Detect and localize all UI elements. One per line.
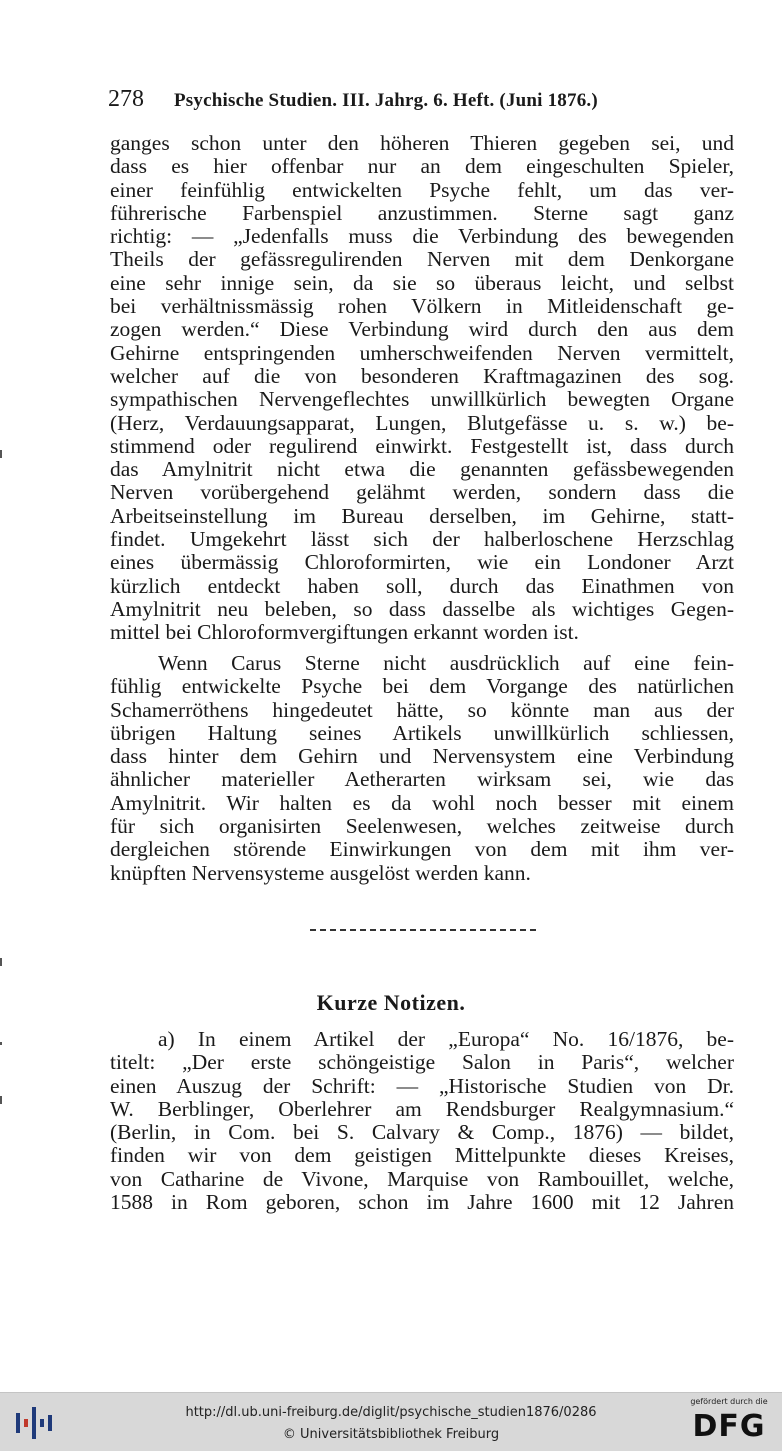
text-line: dergleichen störende Einwirkungen von dem mit ihm ver- bbox=[110, 838, 734, 862]
text-line: fühlig entwickelte Psyche bei dem Vorgange des natürlichen bbox=[110, 675, 734, 699]
margin-mark bbox=[0, 1096, 2, 1104]
dfg-logo bbox=[686, 1397, 772, 1447]
text-line: W. Berblinger, Oberlehrer am Rendsburger Realgymnasium.“ bbox=[110, 1097, 734, 1121]
text-line: sympathischen Nervengeflechtes unwillkürlich bewegten Organe bbox=[110, 388, 734, 412]
margin-mark bbox=[0, 450, 2, 458]
text-line: finden wir von dem geistigen Mittelpunkte dieses Kreises, bbox=[110, 1144, 734, 1168]
text-line: 1588 in Rom geboren, schon im Jahre 1600 mit 12 Jahren bbox=[110, 1191, 734, 1215]
text-line: Wenn Carus Sterne nicht ausdrücklich auf eine fein- bbox=[158, 652, 734, 675]
text-line: Nerven vorübergehend gelähmt werden, sondern dass die bbox=[110, 481, 734, 505]
text-line: Amylnitrit neu beleben, so dass dasselbe als wichtiges Gegen- bbox=[110, 597, 734, 621]
text-line: a) In einem Artikel der „Europa“ No. 16/1876, be- bbox=[158, 1028, 734, 1051]
page-number: 278 bbox=[108, 86, 144, 112]
paragraph-2 bbox=[110, 652, 734, 885]
text-line: ähnlicher materieller Aetherarten wirksam sei, wie das bbox=[110, 768, 734, 792]
viewer-footer bbox=[0, 1392, 782, 1451]
text-line: Theils der gefässregulirenden Nerven mit dem Denkorgane bbox=[110, 248, 734, 272]
section-divider bbox=[310, 929, 536, 931]
text-line: titelt: „Der erste schöngeistige Salon in Paris“, welcher bbox=[110, 1051, 734, 1075]
text-line: von Catharine de Vivone, Marquise von Rambouillet, welche, bbox=[110, 1167, 734, 1191]
text-line: mittel bei Chloroformvergiftungen erkannt worden ist. bbox=[110, 621, 579, 645]
text-line: Gehirne entspringenden umherschweifenden Nerven vermittelt, bbox=[110, 341, 734, 365]
text-line: ganges schon unter den höheren Thieren gegeben sei, und bbox=[110, 132, 734, 155]
dfg-caption: gefördert durch die bbox=[690, 1397, 768, 1406]
margin-mark bbox=[0, 1042, 2, 1045]
text-line: richtig: — „Jedenfalls muss die Verbindung des bewegenden bbox=[110, 225, 734, 249]
text-line: Arbeitseinstellung im Bureau derselben, im Gehirne, statt- bbox=[110, 504, 734, 528]
section-title: Kurze Notizen. bbox=[316, 990, 466, 1015]
dfg-mark: DFG bbox=[692, 1409, 766, 1444]
text-line: für sich organisirten Seelenwesen, welches zeitweise durch bbox=[110, 815, 734, 839]
text-line: Amylnitrit. Wir halten es da wohl noch besser mit einem bbox=[110, 791, 734, 815]
text-line: eines übermässig Chloroformirten, wie ein Londoner Arzt bbox=[110, 551, 734, 575]
running-title: Psychische Studien. III. Jahrg. 6. Heft. (Juni 1876.) bbox=[174, 90, 598, 111]
paragraph-3 bbox=[110, 1028, 734, 1214]
text-line: findet. Umgekehrt lässt sich der halberloschene Herzschlag bbox=[110, 528, 734, 552]
text-line: einer feinfühlig entwickelten Psyche fehlt, um das ver- bbox=[110, 178, 734, 202]
text-line: zogen werden.“ Diese Verbindung wird durch den aus dem bbox=[110, 318, 734, 342]
page-url-link[interactable]: http://dl.ub.uni-freiburg.de/diglit/psychische_studien1876/0286 bbox=[185, 1405, 597, 1420]
text-line: einen Auszug der Schrift: — „Historische Studien von Dr. bbox=[110, 1074, 734, 1098]
text-line: bei verhältnissmässig rohen Völkern in Mitleidenschaft ge- bbox=[110, 295, 734, 319]
margin-mark bbox=[0, 958, 2, 966]
text-line: dass hinter dem Gehirn und Nervensystem eine Verbindung bbox=[110, 745, 734, 769]
text-line: welcher auf die von besonderen Kraftmagazinen des sog. bbox=[110, 364, 734, 388]
running-header bbox=[108, 86, 736, 116]
text-line: eine sehr innige sein, da sie so überaus leicht, und selbst bbox=[110, 271, 734, 295]
text-line: (Berlin, in Com. bei S. Calvary & Comp., 1876) — bildet, bbox=[110, 1121, 734, 1145]
text-line: führerische Farbenspiel anzustimmen. Sterne sagt ganz bbox=[110, 201, 734, 225]
text-line: übrigen Haltung seines Artikels unwillkürlich schliessen, bbox=[110, 721, 734, 745]
text-line: dass es hier offenbar nur an dem eingeschulten Spieler, bbox=[110, 155, 734, 179]
copyright-text: © Universitätsbibliothek Freiburg bbox=[282, 1427, 500, 1442]
text-line: kürzlich entdeckt haben soll, durch das Einathmen von bbox=[110, 574, 734, 598]
text-line: stimmend oder regulirend einwirkt. Festgestellt ist, dass durch bbox=[110, 434, 734, 458]
text-line: das Amylnitrit nicht etwa die genannten gefässbewegenden bbox=[110, 458, 734, 482]
text-line: knüpften Nervensysteme ausgelöst werden kann. bbox=[110, 861, 531, 885]
paragraph-1 bbox=[110, 132, 734, 645]
text-line: Schamerröthens hingedeutet hätte, so könnte man aus der bbox=[110, 698, 734, 722]
text-line: (Herz, Verdauungsapparat, Lungen, Blutgefässe u. s. w.) be- bbox=[110, 411, 734, 435]
